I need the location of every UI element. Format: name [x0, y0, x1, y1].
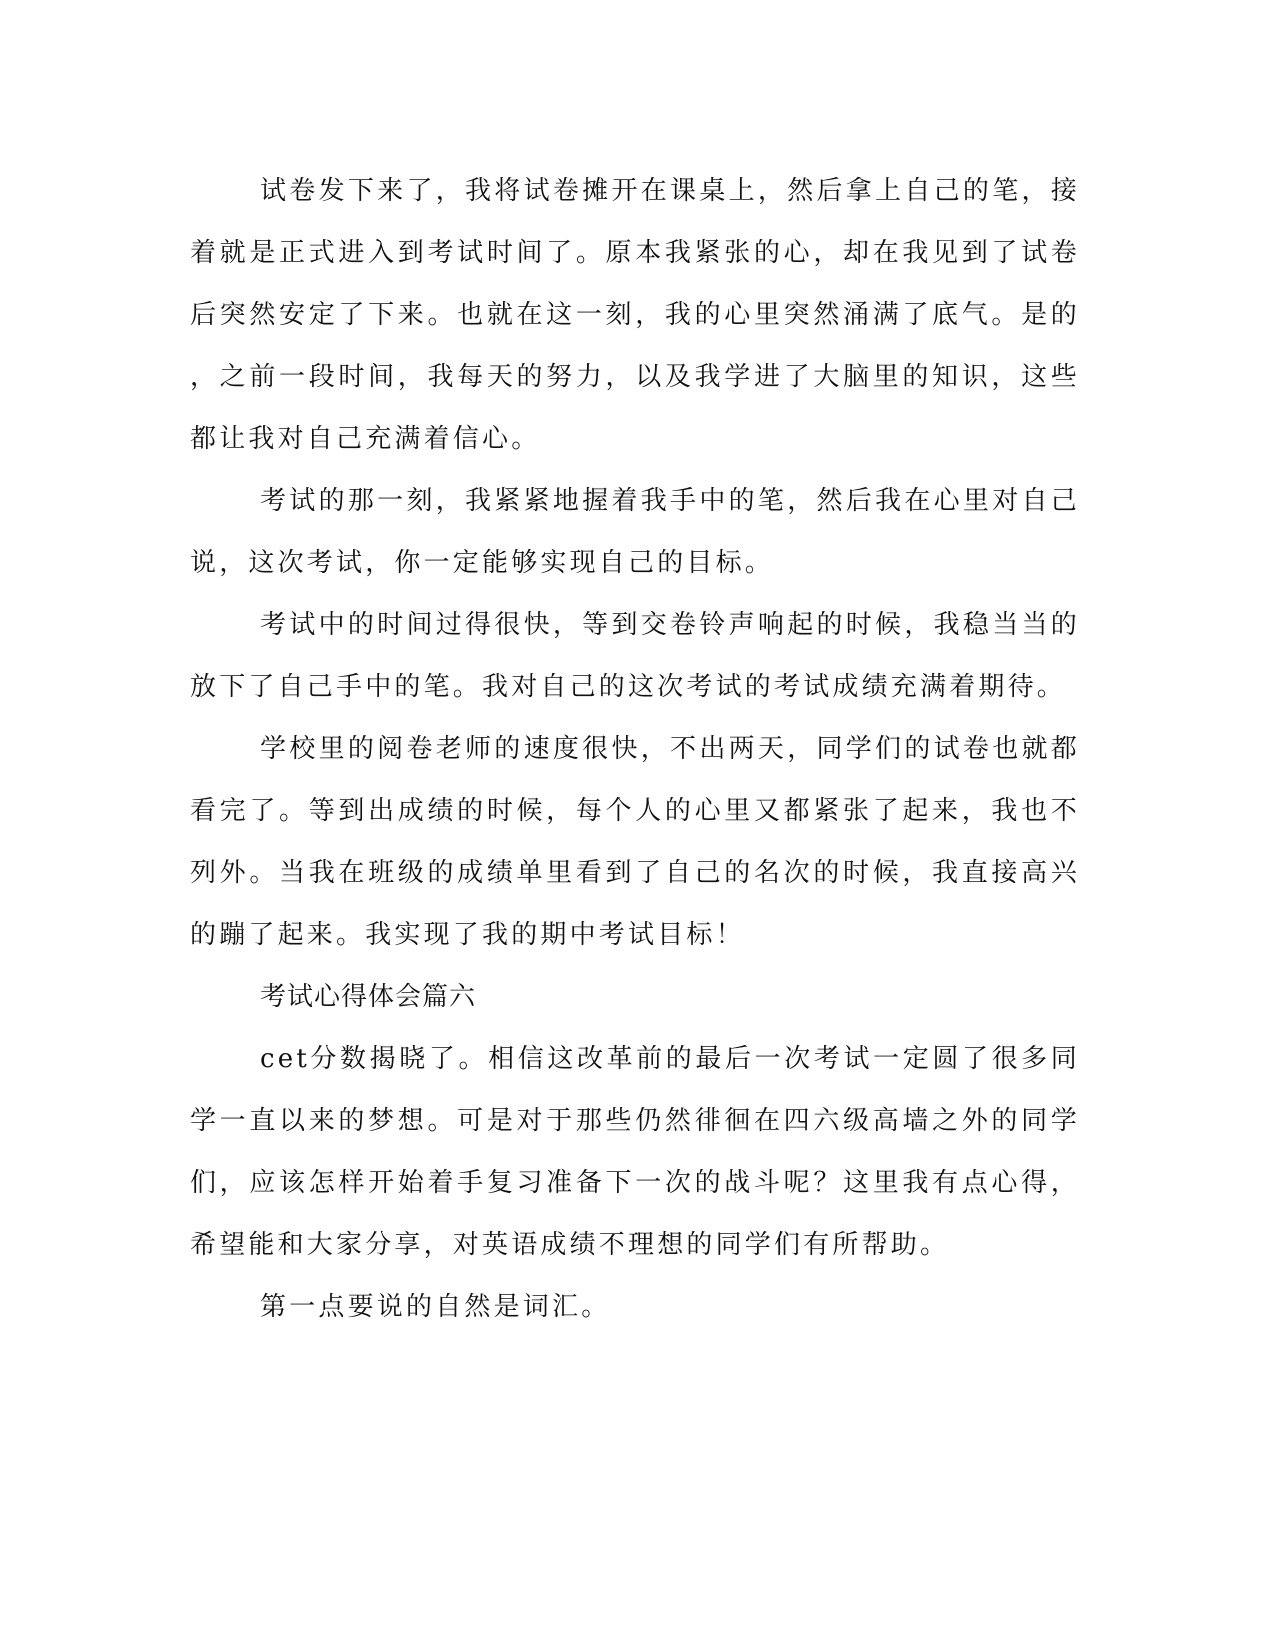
paragraph-exam-end: 考试中的时间过得很快，等到交卷铃声响起的时候，我稳当当的放下了自己手中的笔。我对自己的这次考试的考试成绩充满着期待。: [190, 610, 1080, 702]
paragraph-cet-scores: cet分数揭晓了。相信这改革前的最后一次考试一定圆了很多同学一直以来的梦想。可是对于那些仍然徘徊在四六级高墙之外的同学们，应该怎样开始着手复习准备下一次的战斗呢？这里我有点心得，希望能和大家分享，对英语成绩不理想的同学们有所帮助。: [190, 1044, 1080, 1260]
section-heading: 考试心得体会篇六: [260, 982, 477, 1012]
paragraph-exam-moment: 考试的那一刻，我紧紧地握着我手中的笔，然后我在心里对自己说，这次考试，你一定能够实现自己的目标。: [190, 486, 1080, 578]
paragraph-vocabulary: 第一点要说的自然是词汇。: [260, 1292, 611, 1322]
paragraph-exam-results: 学校里的阅卷老师的速度很快，不出两天，同学们的试卷也就都看完了。等到出成绩的时候，每个人的心里又都紧张了起来，我也不列外。当我在班级的成绩单里看到了自己的名次的时候，我直接高兴的蹦了起来。我实现了我的期中考试目标！: [190, 734, 1080, 950]
document-body: [190, 160, 1080, 1338]
paragraph-exam-start: 试卷发下来了，我将试卷摊开在课桌上，然后拿上自己的笔，接着就是正式进入到考试时间了。原本我紧张的心，却在我见到了试卷后突然安定了下来。也就在这一刻，我的心里突然涌满了底气。是的，之前一段时间，我每天的努力，以及我学进了大脑里的知识，这些都让我对自己充满着信心。: [190, 176, 1080, 454]
